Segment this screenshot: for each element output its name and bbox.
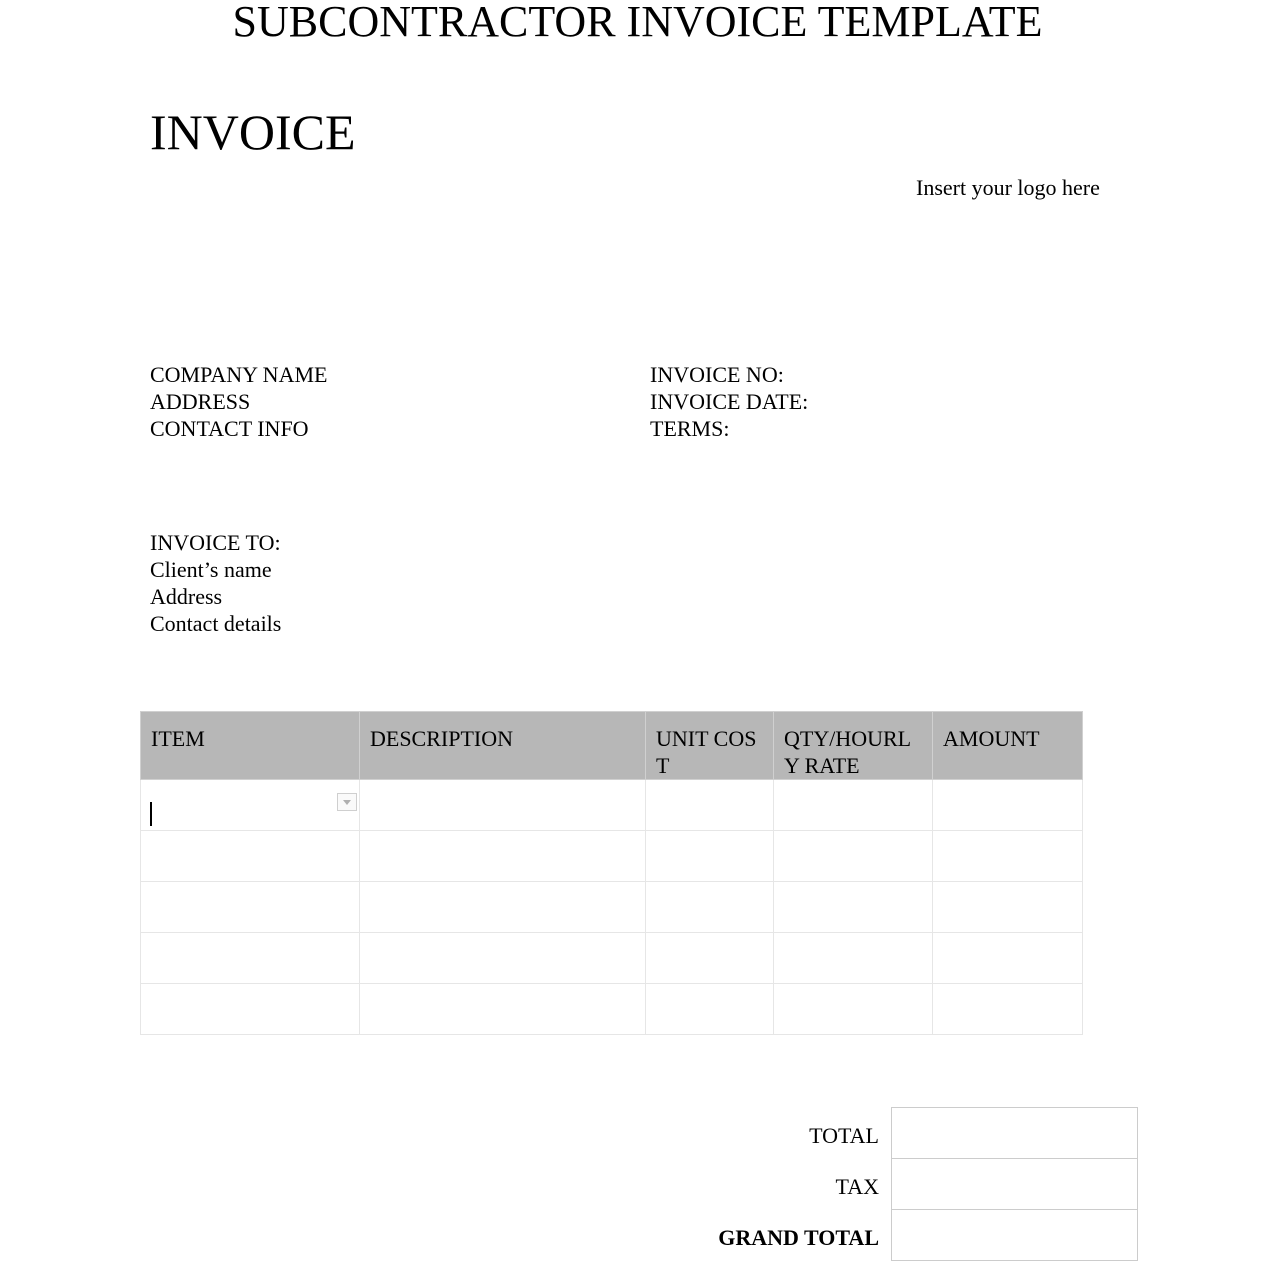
unit-cost-cell[interactable]: [646, 933, 774, 984]
column-header-qty-hourly-rate[interactable]: QTY/HOURLY RATE: [774, 712, 933, 780]
qty-rate-cell[interactable]: [774, 933, 933, 984]
qty-rate-cell[interactable]: [774, 984, 933, 1035]
company-block: [150, 361, 327, 442]
item-cell[interactable]: [141, 984, 360, 1035]
invoice-number-label[interactable]: INVOICE NO:: [650, 362, 784, 387]
client-address[interactable]: Address: [150, 584, 223, 609]
description-cell[interactable]: [360, 984, 646, 1035]
description-cell[interactable]: [360, 780, 646, 831]
terms-label[interactable]: TERMS:: [650, 416, 730, 441]
column-header-unit-cost[interactable]: UNIT COST: [646, 712, 774, 780]
unit-cost-cell[interactable]: [646, 984, 774, 1035]
unit-cost-cell[interactable]: [646, 882, 774, 933]
column-header-amount[interactable]: AMOUNT: [933, 712, 1083, 780]
description-cell[interactable]: [360, 882, 646, 933]
company-address[interactable]: ADDRESS: [150, 389, 251, 414]
unit-cost-cell[interactable]: [646, 780, 774, 831]
company-name[interactable]: COMPANY NAME: [150, 362, 328, 387]
amount-cell[interactable]: [933, 933, 1083, 984]
table-row: [141, 984, 1083, 1035]
grand-total-value-box[interactable]: [891, 1209, 1138, 1261]
document-title: SUBCONTRACTOR INVOICE TEMPLATE: [232, 0, 1043, 46]
tax-label: TAX: [835, 1174, 879, 1199]
client-name[interactable]: Client’s name: [150, 557, 272, 582]
text-cursor: [150, 802, 152, 826]
item-cell[interactable]: [141, 933, 360, 984]
column-header-item[interactable]: ITEM: [141, 712, 360, 780]
grand-total-label: GRAND TOTAL: [718, 1225, 879, 1250]
invoice-meta-block: [650, 361, 808, 442]
unit-cost-cell[interactable]: [646, 831, 774, 882]
qty-rate-cell[interactable]: [774, 882, 933, 933]
amount-cell[interactable]: [933, 882, 1083, 933]
table-row: [141, 933, 1083, 984]
bill-to-heading: INVOICE TO:: [150, 530, 281, 555]
bill-to-block: [150, 529, 281, 637]
amount-cell[interactable]: [933, 780, 1083, 831]
qty-rate-cell[interactable]: [774, 831, 933, 882]
invoice-date-label[interactable]: INVOICE DATE:: [650, 389, 809, 414]
company-contact[interactable]: CONTACT INFO: [150, 416, 309, 441]
tax-value-box[interactable]: [891, 1158, 1138, 1210]
amount-cell[interactable]: [933, 831, 1083, 882]
amount-cell[interactable]: [933, 984, 1083, 1035]
items-table: [140, 711, 1083, 1035]
items-table-header-row: [141, 712, 1083, 780]
item-cell[interactable]: [141, 882, 360, 933]
description-cell[interactable]: [360, 831, 646, 882]
table-row: [141, 882, 1083, 933]
total-value-box[interactable]: [891, 1107, 1138, 1159]
logo-placeholder[interactable]: Insert your logo here: [916, 175, 1100, 200]
column-header-description[interactable]: DESCRIPTION: [360, 712, 646, 780]
total-label: TOTAL: [809, 1123, 879, 1148]
client-contact[interactable]: Contact details: [150, 611, 282, 636]
active-cell-overlay: [140, 788, 359, 839]
dropdown-arrow-icon[interactable]: [337, 793, 357, 811]
qty-rate-cell[interactable]: [774, 780, 933, 831]
description-cell[interactable]: [360, 933, 646, 984]
invoice-heading: INVOICE: [150, 104, 356, 160]
